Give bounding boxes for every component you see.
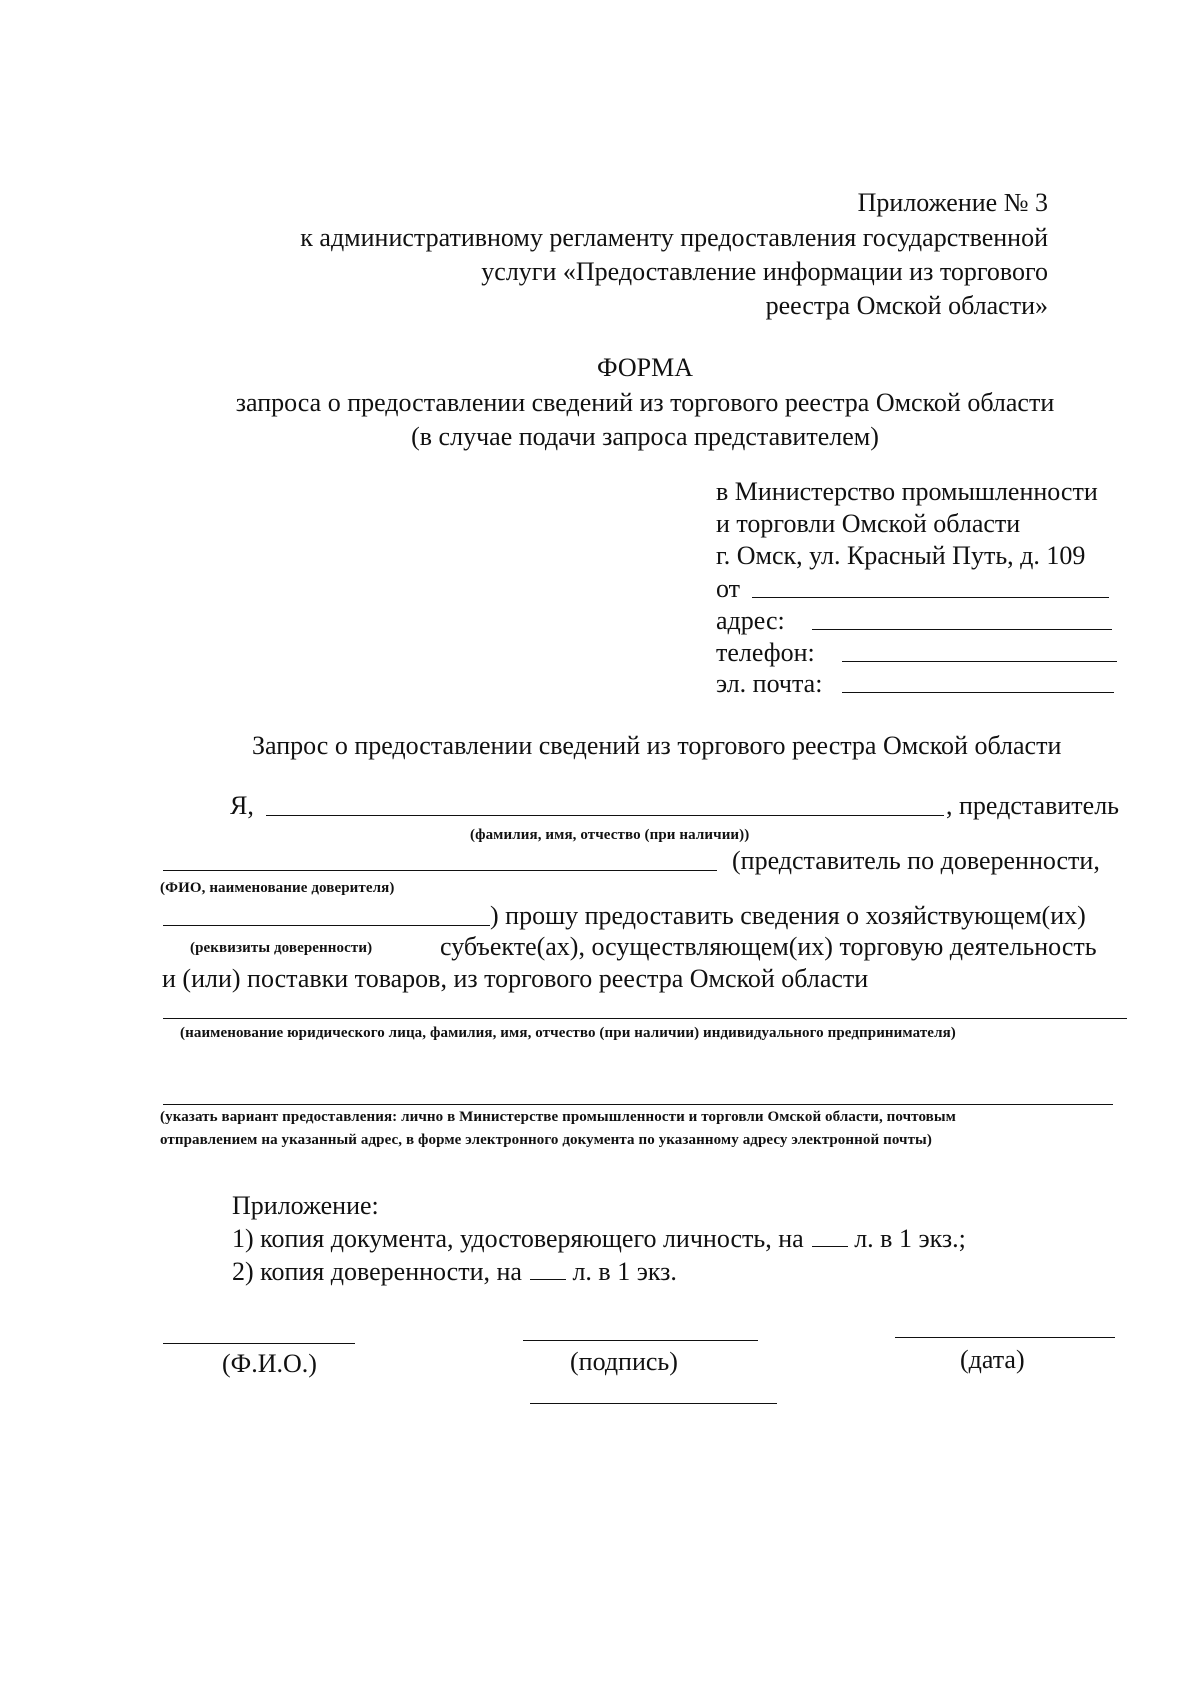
by-proxy-text: (представитель по доверенности, (732, 846, 1100, 875)
addressee-line-2: и торговли Омской области (716, 509, 1021, 538)
phone-field-line[interactable] (842, 661, 1117, 662)
addressee-line-1: в Министерство промышленности (716, 477, 1098, 506)
fio-caption: (Ф.И.О.) (222, 1349, 317, 1378)
extra-signature-line[interactable] (530, 1403, 777, 1404)
attachment-item-1-prefix: 1) копия документа, удостоверяющего личность, на (232, 1224, 804, 1253)
delivery-hint-1: (указать вариант предоставления: лично в Министерстве промышленности и торговли Омской области, почтовым (160, 1109, 956, 1125)
subjects-text: субъекте(ах), осуществляющем(их) торговую деятельность (440, 932, 1097, 961)
phone-field-label: телефон: (716, 638, 815, 667)
fio-field-line[interactable] (266, 815, 944, 816)
appendix-line-2: услуги «Предоставление информации из торгового (481, 257, 1048, 286)
from-field-label: от (716, 574, 741, 603)
form-subtitle-2: (в случае подачи запроса представителем) (411, 422, 879, 451)
date-caption: (дата) (960, 1345, 1025, 1374)
attachment-item-1-suffix: л. в 1 экз.; (854, 1224, 966, 1253)
attachment-item-1-pages-field[interactable] (812, 1226, 848, 1247)
proxy-details-field-line[interactable] (163, 925, 490, 926)
attachments-heading: Приложение: (232, 1191, 379, 1220)
appendix-line-1: к административному регламенту предоставления государственной (300, 223, 1048, 252)
signature-line[interactable] (523, 1340, 758, 1341)
principal-field-line[interactable] (163, 870, 717, 871)
request-heading: Запрос о предоставлении сведений из торгового реестра Омской области (252, 731, 1062, 760)
attachment-item-2 (232, 1259, 677, 1285)
proxy-hint: (реквизиты доверенности) (190, 940, 373, 956)
request-text: ) прошу предоставить сведения о хозяйствующем(их) (490, 901, 1086, 930)
i-label: Я, (230, 791, 254, 820)
from-field-line[interactable] (752, 597, 1109, 598)
fio-hint: (фамилия, имя, отчество (при наличии)) (470, 827, 750, 843)
attachment-item-2-pages-field[interactable] (530, 1259, 566, 1280)
entity-hint: (наименование юридического лица, фамилия, имя, отчество (при наличии) индивидуального предпринимателя) (180, 1025, 956, 1041)
signature-caption: (подпись) (570, 1347, 678, 1376)
representative-text: , представитель (946, 791, 1120, 820)
email-field-line[interactable] (842, 692, 1114, 693)
supply-text: и (или) поставки товаров, из торгового реестра Омской области (162, 964, 869, 993)
principal-hint: (ФИО, наименование доверителя) (160, 880, 395, 896)
address-field-line[interactable] (812, 629, 1112, 630)
appendix-line-3: реестра Омской области» (765, 291, 1048, 320)
addressee-line-3: г. Омск, ул. Красный Путь, д. 109 (716, 541, 1086, 570)
delivery-hint-2: отправлением на указанный адрес, в форме электронного документа по указанному адресу электронной почты) (160, 1132, 932, 1148)
email-field-label: эл. почта: (716, 669, 823, 698)
form-title: ФОРМА (597, 353, 693, 382)
appendix-number: Приложение № 3 (857, 188, 1048, 217)
form-subtitle-1: запроса о предоставлении сведений из торгового реестра Омской области (235, 388, 1055, 417)
address-field-label: адрес: (716, 606, 785, 635)
entity-field-line[interactable] (163, 1018, 1127, 1019)
fio-signature-line[interactable] (163, 1343, 355, 1344)
attachment-item-2-suffix: л. в 1 экз. (572, 1257, 677, 1286)
attachment-item-2-prefix: 2) копия доверенности, на (232, 1257, 522, 1286)
attachment-item-1 (232, 1226, 966, 1252)
date-signature-line[interactable] (895, 1337, 1115, 1338)
delivery-field-line[interactable] (163, 1104, 1113, 1105)
